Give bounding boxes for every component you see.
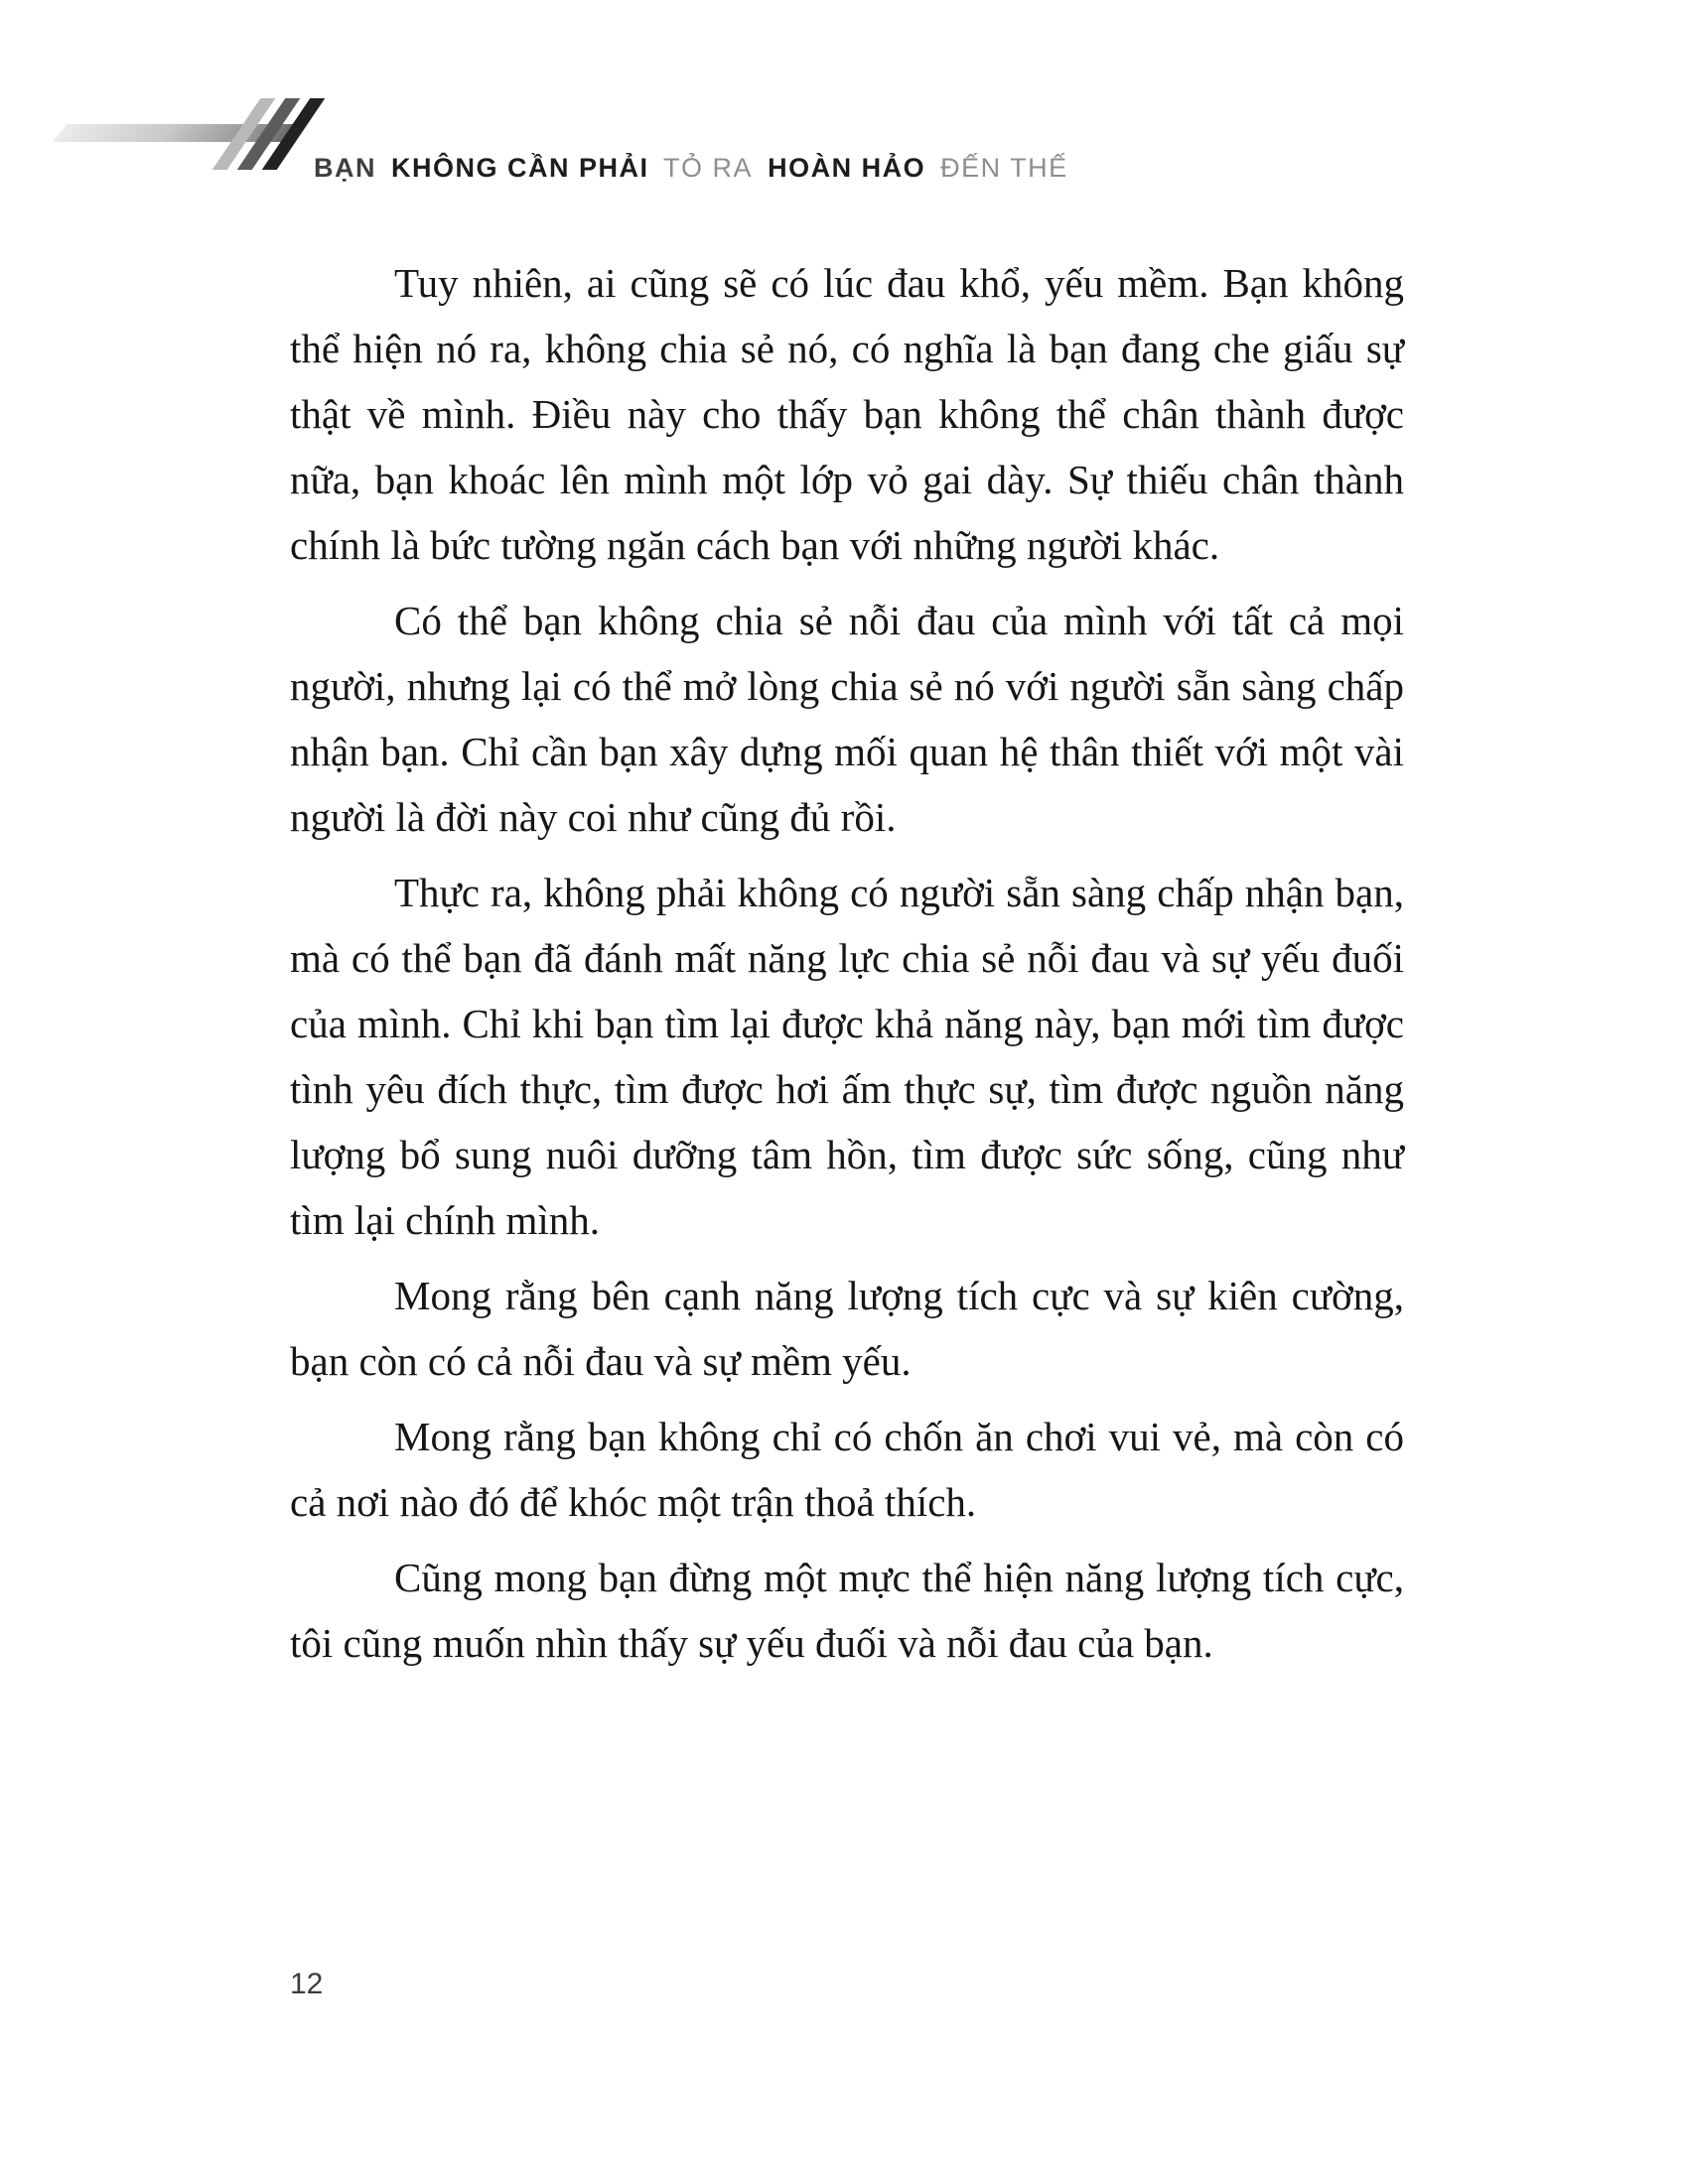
running-head-segment: KHÔNG CẦN PHẢI <box>391 153 649 183</box>
paragraph: Mong rằng bên cạnh năng lượng tích cực và sự kiên cường, bạn còn có cả nỗi đau và sự mềm yếu. <box>290 1273 1404 1384</box>
paragraph: Thực ra, không phải không có người sẵn sàng chấp nhận bạn, mà có thể bạn đã đánh mất năng lực chia sẻ nỗi đau và sự yếu đuối của mình. Chỉ khi bạn tìm lại được khả năng này, bạn mới tìm được tình yêu đích thực, tìm được hơi ấm thực sự, tìm được nguồn năng lượng bổ sung nuôi dưỡng tâm hồn, tìm được sức sống, cũng như tìm lại chính mình. <box>290 870 1404 1243</box>
running-head-segment: HOÀN HẢO <box>768 153 926 183</box>
paragraph: Có thể bạn không chia sẻ nỗi đau của mình với tất cả mọi người, nhưng lại có thể mở lòng chia sẻ nó với người sẵn sàng chấp nhận bạn. Chỉ cần bạn xây dựng mối quan hệ thân thiết với một vài người là đời này coi như cũng đủ rồi. <box>290 598 1404 840</box>
paragraph: Cũng mong bạn đừng một mực thể hiện năng lượng tích cực, tôi cũng muốn nhìn thấy sự yếu đuối và nỗi đau của bạn. <box>290 1555 1404 1666</box>
paragraph: Tuy nhiên, ai cũng sẽ có lúc đau khổ, yếu mềm. Bạn không thể hiện nó ra, không chia sẻ nó, có nghĩa là bạn đang che giấu sự thật về mình. Điều này cho thấy bạn không thể chân thành được nữa, bạn khoác lên mình một lớp vỏ gai dày. Sự thiếu chân thành chính là bức tường ngăn cách bạn với những người khác. <box>290 260 1404 568</box>
paragraph: Mong rằng bạn không chỉ có chốn ăn chơi vui vẻ, mà còn có cả nơi nào đó để khóc một trận thoả thích. <box>290 1414 1404 1525</box>
running-head-segment: ĐẾN THẾ <box>940 153 1068 183</box>
page-number: 12 <box>290 1968 324 2000</box>
running-head-segment: BẠN <box>314 153 376 183</box>
body-text-block <box>290 250 1404 1686</box>
running-head-segment: TỎ RA <box>663 153 754 183</box>
running-head <box>314 151 1074 185</box>
